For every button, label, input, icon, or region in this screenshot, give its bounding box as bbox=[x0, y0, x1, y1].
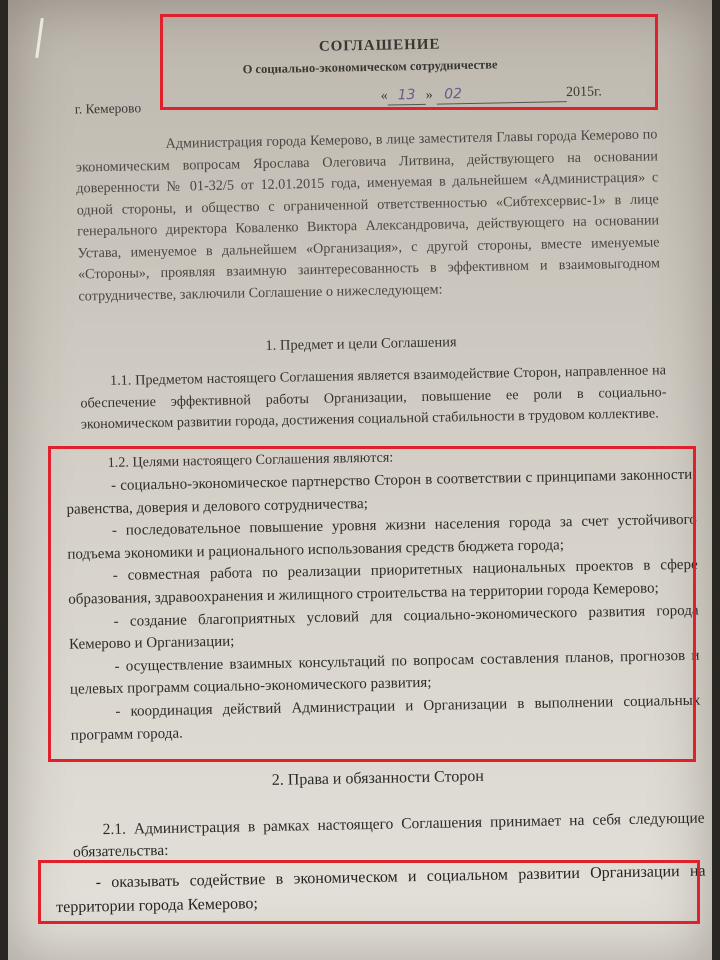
highlight-box-title bbox=[160, 14, 658, 110]
date-year: 2015г. bbox=[565, 84, 602, 101]
clause-1-2: 1.2. Целями настоящего Соглашения являются: bbox=[107, 449, 394, 471]
clause-2-1: 2.1. Администрация в рамках настоящего Соглашения принимает на себя следующие обязательства: bbox=[72, 809, 705, 861]
section-2-heading: 2. Права и обязанности Сторон bbox=[271, 767, 485, 789]
date-day: 13 bbox=[397, 87, 416, 104]
goal-item: - последовательное повышение уровня жизни населения города за счет устойчивого подъема экономики и рационального использования средств бюджета города; bbox=[67, 511, 697, 563]
date-close-quote: » bbox=[425, 87, 433, 103]
goal-item: - социально-экономическое партнерство Сторон в соответствии с принципами законности, равенства, доверия и делового сотрудничества; bbox=[66, 466, 697, 518]
city-line: г. Кемерово bbox=[74, 100, 142, 117]
goal-item: - совместная работа по реализации приоритетных национальных проектов в сфере образования, здравоохранения и жилищного строительства на территории города Кемерово; bbox=[68, 557, 698, 608]
goal-item: - осуществление взаимных консультаций по вопросам составления планов, прогнозов и целевых программ социально-экономического развития; bbox=[69, 647, 700, 699]
highlight-box-obligation bbox=[38, 860, 700, 924]
document-subtitle: О социально-экономическом сотрудничестве bbox=[242, 57, 498, 77]
date-open-quote: « bbox=[380, 88, 388, 104]
obligation-item: - оказывать содействие в экономическом и социальном развитии Организации на территории города Кемерово; bbox=[55, 862, 706, 917]
goal-item: - координация действий Администрации и Организации в выполнении социальных программ города. bbox=[70, 692, 701, 744]
date-month: 02 bbox=[443, 86, 463, 103]
highlight-box-goals bbox=[48, 446, 696, 762]
section-1-heading: 1. Предмет и цели Соглашения bbox=[265, 334, 457, 354]
clause-1-1: 1.1. Предметом настоящего Соглашения является взаимодействие Сторон, направленное на обеспечение эффективной работы Организации, повышение ее роли в социально-экономическом развитии города, достижения социальной стабильности в трудовом коллективе. bbox=[80, 362, 667, 433]
goal-item: - создание благоприятных условий для социально-экономического развития города Кемерово и Организации; bbox=[68, 602, 699, 653]
document-title: СОГЛАШЕНИЕ bbox=[318, 36, 441, 55]
preamble-paragraph: Администрация города Кемерово, в лице заместителя Главы города Кемерово по экономическим вопросам Ярослава Олеговича Литвина, действующего на основании доверенности № 01-32/5 от 12.01.2015 года, именуемая в дальнейшем «Администрация» с одной стороны, и общество с ограниченной ответственностью «Сибтехсервис-1» в лице генерального директора Коваленко Виктора Александровича, действующего на основании Устава, именуемое в дальнейшем «Организация», с другой стороны, вместе именуемые «Стороны», проявляя взаимную заинтересованность в эффективном и взаимовыгодном сотрудничестве, заключили Соглашение о нижеследующем: bbox=[75, 126, 661, 305]
document-photo bbox=[8, 0, 712, 960]
